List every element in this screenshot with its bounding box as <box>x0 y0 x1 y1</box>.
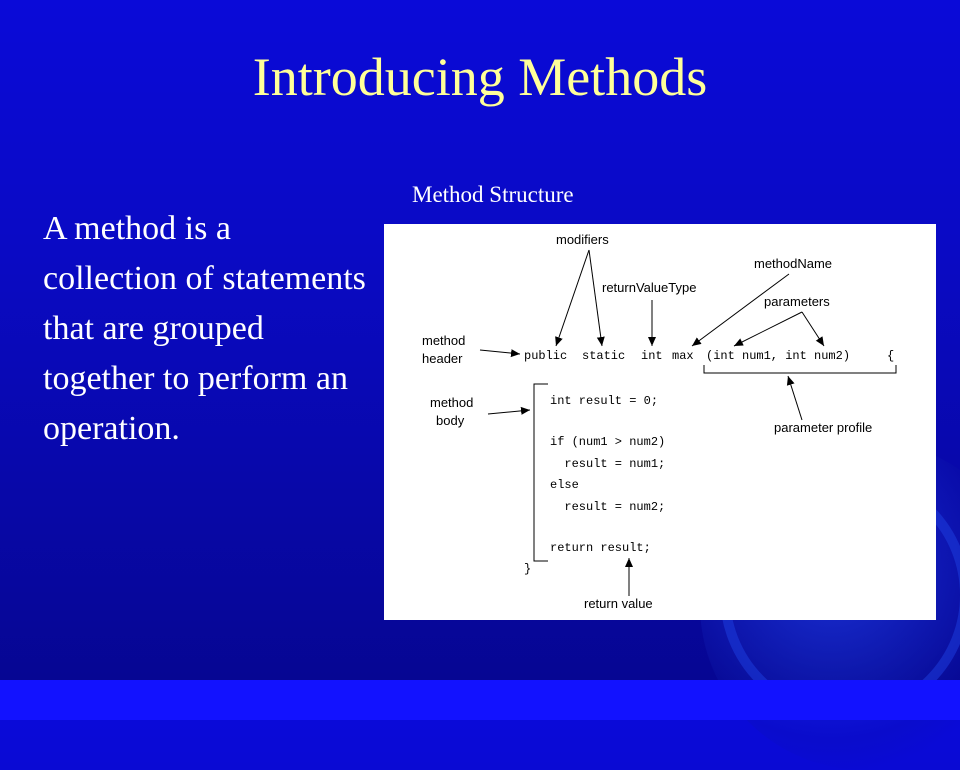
code-open-brace: { <box>887 349 895 363</box>
parameters-arrow-right <box>802 312 824 346</box>
modifiers-arrow-public <box>556 250 589 346</box>
diagram-caption: Method Structure <box>412 182 574 207</box>
method-structure-diagram <box>384 224 936 620</box>
code-line: return result; <box>550 541 651 555</box>
bottom-bar <box>0 680 960 720</box>
method-body-label-line2: body <box>436 413 465 428</box>
code-params: (int num1, int num2) <box>706 349 851 363</box>
code-line: result = num2; <box>550 500 666 514</box>
parameter-profile-label: parameter profile <box>774 420 873 435</box>
code-max: max <box>672 349 694 363</box>
parameter-profile-arrow <box>788 376 802 420</box>
return-value-label: return value <box>584 596 653 611</box>
code-line: if (num1 > num2) <box>550 435 666 449</box>
method-body-label-line1: method <box>430 395 474 410</box>
method-header-label-line1: method <box>422 333 466 348</box>
method-name-arrow <box>692 274 789 346</box>
code-line: result = num1; <box>550 457 666 471</box>
code-public: public <box>524 349 568 363</box>
slide-body-text: A method is a collection of statements that are grouped together to perform an operation. <box>43 210 366 447</box>
modifiers-arrow-static <box>589 250 602 346</box>
method-header-arrow <box>480 350 520 354</box>
code-static: static <box>582 349 626 363</box>
code-int: int <box>641 349 663 363</box>
parameters-arrow-left <box>734 312 802 346</box>
parameters-label: parameters <box>764 294 830 309</box>
parameter-bracket <box>704 365 896 373</box>
method-header-label-line2: header <box>422 351 463 366</box>
slide-title: Introducing Methods <box>252 47 708 107</box>
code-line: else <box>550 478 579 492</box>
code-line: int result = 0; <box>550 394 659 408</box>
method-body-arrow <box>488 410 530 414</box>
code-line: } <box>524 562 532 576</box>
modifiers-label: modifiers <box>556 232 609 247</box>
body-bracket <box>534 384 548 561</box>
method-name-label: methodName <box>754 256 833 271</box>
return-value-type-label: returnValueType <box>602 280 697 295</box>
